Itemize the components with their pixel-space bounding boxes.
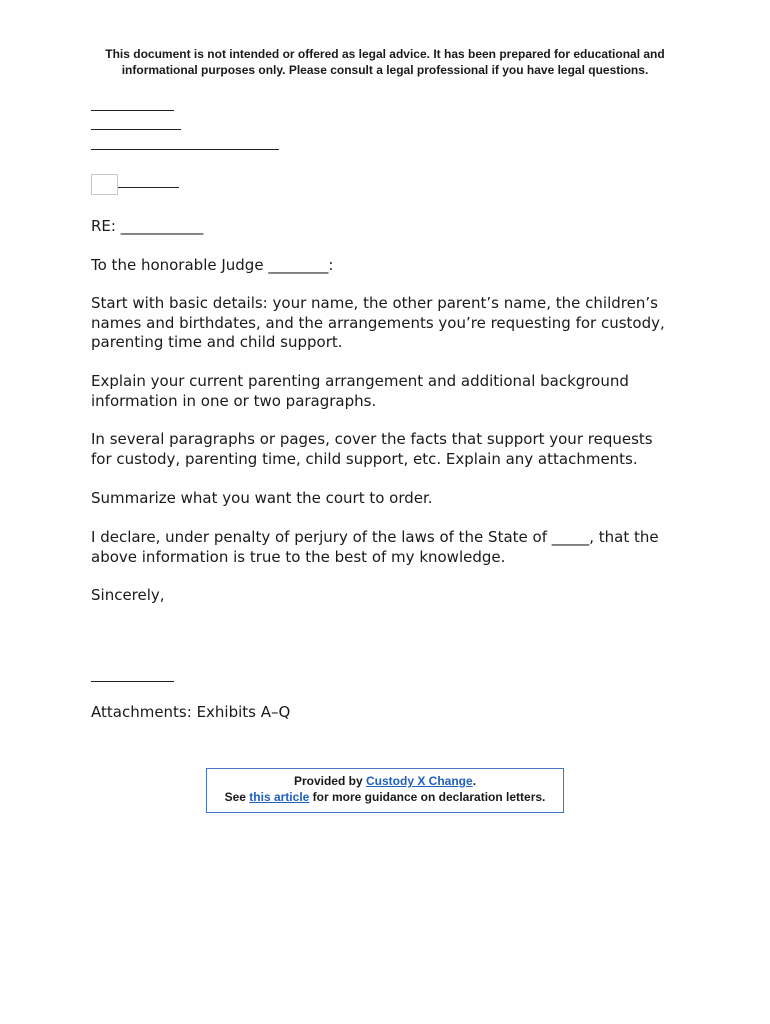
paragraph-line: information in one or two paragraphs. [91, 391, 377, 410]
footer-credit-box [206, 768, 564, 813]
disclaimer-line-1: This document is not intended or offered as legal advice. It has been prepared for educational and [105, 47, 665, 61]
date-blank-line [118, 187, 179, 188]
footer-see-prefix: See [224, 789, 250, 804]
date-field[interactable] [91, 174, 118, 195]
signature-blank-line [91, 681, 174, 682]
attachments-line: Attachments: Exhibits A–Q [91, 703, 291, 721]
address-blank-line [91, 129, 181, 130]
declaration [91, 528, 691, 567]
disclaimer-line-2: informational purposes only. Please consult a legal professional if you have legal questions. [121, 63, 649, 77]
custody-x-change-link[interactable]: Custody X Change [366, 774, 473, 788]
footer-provided-line [207, 774, 563, 790]
paragraph-basic-details [91, 294, 691, 353]
closing: Sincerely, [91, 586, 165, 604]
paragraph-current-arrangement [91, 372, 691, 411]
paragraph-line: I declare, under penalty of perjury of the laws of the State of _____, that the [91, 528, 659, 546]
footer-see-line [207, 790, 563, 806]
footer-provided-suffix: . [472, 774, 477, 788]
salutation: To the honorable Judge ________: [91, 256, 334, 274]
paragraph-line: names and birthdates, and the arrangements you’re requesting for custody, [91, 313, 665, 332]
re-line: RE: ___________ [91, 217, 204, 235]
paragraph-line: above information is true to the best of my knowledge. [91, 547, 506, 566]
disclaimer [60, 46, 710, 78]
paragraph-line: Explain your current parenting arrangement and additional background [91, 372, 629, 390]
paragraph-line: parenting time and child support. [91, 333, 343, 351]
this-article-link[interactable]: this article [249, 789, 310, 804]
city-state-blank-line [91, 149, 279, 150]
footer-see-suffix: for more guidance on declaration letters. [309, 789, 546, 804]
name-blank-line [91, 110, 174, 111]
paragraph-line: In several paragraphs or pages, cover the facts that support your requests [91, 430, 653, 448]
footer-provided-prefix: Provided by [293, 774, 366, 788]
paragraph-summary: Summarize what you want the court to order. [91, 489, 433, 507]
paragraph-line: Start with basic details: your name, the other parent’s name, the children’s [91, 294, 658, 312]
paragraph-supporting-facts [91, 430, 691, 469]
paragraph-line: for custody, parenting time, child support, etc. Explain any attachments. [91, 449, 638, 468]
